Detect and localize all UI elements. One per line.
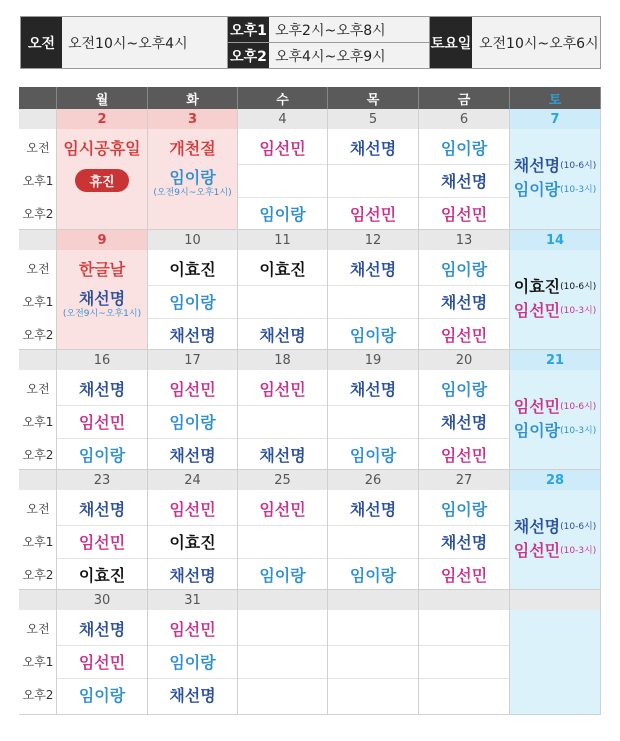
pm2-doctor: 임이랑: [349, 326, 397, 345]
day-cell: [328, 470, 419, 590]
doctor-name: 이효진: [513, 276, 561, 296]
saturday-cell: [510, 350, 601, 470]
am-doctor: 임이랑: [440, 260, 488, 279]
day-cell: [328, 109, 419, 230]
day-cell: [57, 350, 148, 470]
doctor-name: 채선명: [513, 516, 561, 536]
slot-divider: [238, 405, 327, 406]
period-label: 오전: [26, 141, 50, 155]
doctor-name: 임선민: [513, 396, 561, 416]
saturday-cell: [510, 470, 601, 590]
pm2-doctor: 채선명: [259, 446, 306, 465]
saturday-cell: [510, 230, 601, 350]
doctor-name: 임이랑: [513, 420, 561, 440]
pm2-doctor: 임선민: [440, 446, 488, 465]
day-number: 25: [238, 470, 327, 490]
am-doctor: 임선민: [259, 500, 306, 519]
day-cell: [328, 230, 419, 350]
saturday-doctor-2: [510, 537, 600, 561]
pm1-doctor: 채선명: [440, 293, 488, 312]
day-number: 24: [148, 470, 237, 490]
pm2-doctor: 채선명: [169, 566, 216, 585]
day-number: 4: [238, 109, 327, 129]
pm1-doctor: 채선명: [440, 413, 488, 432]
period-label: 오전: [26, 382, 50, 396]
holiday-name: 임시공휴일: [63, 139, 141, 158]
pm1-doctor: 임이랑: [169, 293, 216, 312]
am-doctor: 채선명: [349, 139, 397, 158]
header-thu: 목: [328, 87, 419, 109]
day-cell: [419, 590, 510, 715]
pm1-doctor: 임이랑: [169, 168, 216, 187]
pm2-doctor: 임이랑: [78, 446, 126, 465]
period-label: 오후1: [22, 174, 54, 188]
day-cell: [419, 470, 510, 590]
am-doctor: 임선민: [169, 500, 216, 519]
day-number: 13: [419, 230, 509, 250]
period-label: 오전: [26, 622, 50, 636]
doctor-hours: (10-3시): [560, 305, 597, 316]
pm2-doctor: 채선명: [169, 686, 216, 705]
day-number: 23: [57, 470, 147, 490]
slot-divider: [328, 285, 418, 286]
saturday-doctor-1: [510, 513, 600, 537]
pm2-doctor: 임선민: [349, 205, 397, 224]
saturday-cell: [510, 109, 601, 230]
header-mon: 월: [57, 87, 148, 109]
pm1-doctor: 임선민: [78, 533, 126, 552]
legend-am-hours: 오전10시~오후4시: [68, 35, 188, 52]
pm1-doctor: 임선민: [78, 653, 126, 672]
doctor-hours: (10-6시): [560, 281, 597, 292]
pm2-doctor: 채선명: [169, 446, 216, 465]
pm2-doctor: 이효진: [78, 566, 126, 585]
doctor-hours: (10-6시): [560, 160, 597, 171]
doctor-hours: (10-3시): [560, 184, 597, 195]
slot-divider: [328, 164, 418, 165]
day-cell: [328, 590, 419, 715]
slot-divider: [238, 525, 327, 526]
doctor-name: 임선민: [513, 300, 561, 320]
day-cell: [57, 230, 148, 350]
date-bar: [19, 350, 56, 370]
date-bar: [19, 470, 56, 490]
pm2-doctor: 임선민: [440, 566, 488, 585]
day-cell: [419, 350, 510, 470]
day-number: [419, 590, 509, 610]
period-label-column: [19, 230, 57, 350]
day-number: 31: [148, 590, 237, 610]
doctor-hours: (10-6시): [560, 401, 597, 412]
date-bar: [19, 109, 56, 129]
closed-badge: 휴진: [75, 169, 128, 192]
header-tue: 화: [148, 87, 238, 109]
day-cell: [238, 350, 328, 470]
slot-divider: [328, 678, 418, 679]
slot-divider: [328, 525, 418, 526]
special-hours-note: (오전9시~오후1시): [62, 308, 142, 319]
am-doctor: 임이랑: [440, 139, 488, 158]
day-number: 28: [510, 470, 600, 490]
am-doctor: 채선명: [349, 500, 397, 519]
day-number: 10: [148, 230, 237, 250]
saturday-doctor-1: [510, 273, 600, 297]
day-number: 18: [238, 350, 327, 370]
slot-divider: [419, 645, 509, 646]
day-number: 16: [57, 350, 147, 370]
day-number: 7: [510, 109, 600, 129]
day-number: 12: [328, 230, 418, 250]
day-cell: [57, 590, 148, 715]
legend-pm1-hours: 오후2시~오후8시: [275, 22, 386, 39]
period-label: 오후2: [22, 448, 54, 462]
doctor-name: 채선명: [513, 155, 561, 175]
special-hours-note: (오전9시~오후1시): [153, 187, 232, 198]
day-number: 14: [510, 230, 600, 250]
period-label: 오후2: [22, 328, 54, 342]
holiday-name: 한글날: [78, 260, 126, 279]
pm1-doctor: 임선민: [78, 413, 126, 432]
pm1-doctor: 이효진: [169, 533, 216, 552]
pm2-doctor: 임선민: [440, 205, 488, 224]
am-doctor: 임선민: [259, 380, 306, 399]
header-blank: [19, 87, 57, 109]
day-cell: [148, 230, 238, 350]
pm1-doctor: 채선명: [440, 533, 488, 552]
saturday-doctor-1: [510, 152, 600, 176]
slot-divider: [238, 678, 327, 679]
slot-divider: [238, 164, 327, 165]
saturday-doctor-1: [510, 393, 600, 417]
schedule-calendar: [19, 87, 601, 715]
am-doctor: 채선명: [78, 620, 126, 639]
day-cell: [419, 109, 510, 230]
am-doctor: 임선민: [169, 620, 216, 639]
saturday-doctor-2: [510, 176, 600, 200]
pm1-doctor: 채선명: [78, 289, 126, 308]
doctor-hours: (10-3시): [560, 545, 597, 556]
pm1-doctor: 임이랑: [169, 653, 216, 672]
am-doctor: 이효진: [259, 260, 306, 279]
pm1-doctor: 채선명: [440, 172, 488, 191]
saturday-doctor-2: [510, 297, 600, 321]
day-cell: [148, 350, 238, 470]
slot-divider: [238, 645, 327, 646]
day-number: 26: [328, 470, 418, 490]
pm2-doctor: 임이랑: [78, 686, 126, 705]
day-number: 27: [419, 470, 509, 490]
am-doctor: 채선명: [349, 380, 397, 399]
doctor-name: 임이랑: [513, 179, 561, 199]
day-number: 20: [419, 350, 509, 370]
day-cell: [57, 109, 148, 230]
am-doctor: 임선민: [169, 380, 216, 399]
pm2-doctor: 임이랑: [259, 566, 306, 585]
day-number: [510, 590, 600, 610]
day-number: [328, 590, 418, 610]
day-number: [238, 590, 327, 610]
doctor-hours: (10-6시): [560, 521, 597, 532]
day-cell: [57, 470, 148, 590]
am-doctor: 채선명: [78, 500, 126, 519]
legend-pm2-hours: 오후4시~오후9시: [275, 48, 386, 65]
saturday-cell: [510, 590, 601, 715]
period-label: 오전: [26, 262, 50, 276]
day-cell: [419, 230, 510, 350]
day-number: 30: [57, 590, 147, 610]
period-label: 오후2: [22, 688, 54, 702]
day-number: 19: [328, 350, 418, 370]
legend-pm1-label: 오후1: [228, 17, 269, 42]
period-label: 오후1: [22, 415, 54, 429]
pm1-doctor: 임이랑: [169, 413, 216, 432]
legend-sat-hours: 오전10시~오후6시: [479, 35, 599, 52]
header-sat: 토: [510, 87, 601, 109]
day-cell: [148, 470, 238, 590]
pm2-doctor: 임선민: [440, 326, 488, 345]
date-bar: [19, 230, 56, 250]
holiday-name: 개천절: [169, 139, 216, 158]
saturday-doctor-2: [510, 417, 600, 441]
period-label: 오후1: [22, 295, 54, 309]
doctor-name: 임선민: [513, 540, 561, 560]
period-label: 오후2: [22, 568, 54, 582]
day-cell: [238, 109, 328, 230]
pm2-doctor: 임이랑: [259, 205, 306, 224]
pm2-doctor: 채선명: [169, 326, 216, 345]
pm2-doctor: 채선명: [259, 326, 306, 345]
day-number: 21: [510, 350, 600, 370]
day-number: 17: [148, 350, 237, 370]
day-cell: [328, 350, 419, 470]
period-label: 오전: [26, 502, 50, 516]
doctor-hours: (10-3시): [560, 425, 597, 436]
slot-divider: [419, 678, 509, 679]
day-number: 2: [57, 109, 147, 129]
period-label-column: [19, 109, 57, 230]
am-doctor: 임이랑: [440, 500, 488, 519]
legend-am-label: 오전: [21, 17, 62, 68]
day-cell: [148, 590, 238, 715]
day-number: 11: [238, 230, 327, 250]
hours-legend: [20, 16, 601, 69]
slot-divider: [238, 285, 327, 286]
header-fri: 금: [419, 87, 510, 109]
day-cell: [148, 109, 238, 230]
day-number: 5: [328, 109, 418, 129]
period-label: 오후2: [22, 207, 54, 221]
slot-divider: [328, 405, 418, 406]
pm1-slot: [57, 164, 147, 197]
legend-sat-label: 토요일: [430, 17, 472, 68]
day-number: 6: [419, 109, 509, 129]
period-label-column: [19, 350, 57, 470]
day-cell: [238, 590, 328, 715]
legend-pm2-label: 오후2: [228, 43, 269, 68]
slot-divider: [328, 645, 418, 646]
am-doctor: 이효진: [169, 260, 216, 279]
am-doctor: 임선민: [259, 139, 306, 158]
day-cell: [238, 470, 328, 590]
pm2-doctor: 임이랑: [349, 446, 397, 465]
day-number: 3: [148, 109, 237, 129]
period-label-column: [19, 470, 57, 590]
pm2-doctor: 임이랑: [349, 566, 397, 585]
am-doctor: 채선명: [349, 260, 397, 279]
period-label: 오후1: [22, 655, 54, 669]
am-doctor: 임이랑: [440, 380, 488, 399]
period-label: 오후1: [22, 535, 54, 549]
day-cell: [238, 230, 328, 350]
day-number: 9: [57, 230, 147, 250]
date-bar: [19, 590, 56, 610]
am-doctor: 채선명: [78, 380, 126, 399]
period-label-column: [19, 590, 57, 715]
header-wed: 수: [238, 87, 328, 109]
